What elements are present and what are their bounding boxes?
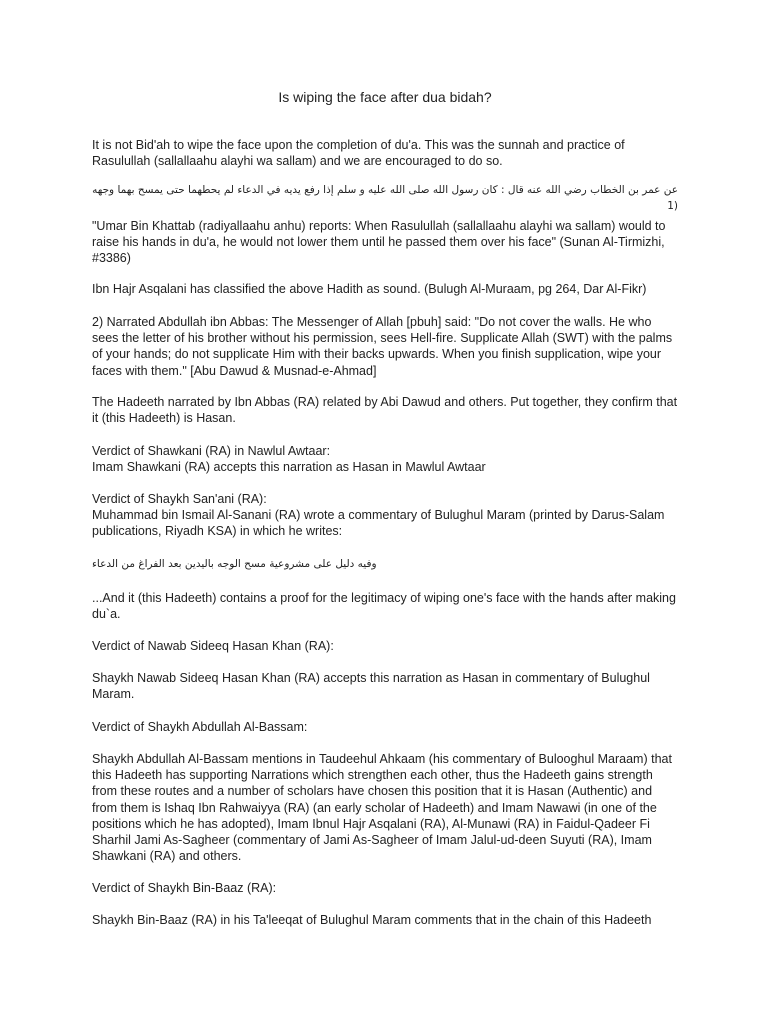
bassam-text: Shaykh Abdullah Al-Bassam mentions in Taudeehul Ahkaam (his commentary of Bulooghul Maraam) that this Hadeeth has supporting Narrations which strengthen each other, thus the Hadeeth gains strength from these routes and a number of scholars have chosen this position that it is Hasan (Authentic) and from them is Ishaq Ibn Rahwaiyya (RA) (an early scholar of Hadeeth) and Imam Nawawi (in one of the positions which he has adopted), Imam Ibnul Hajr Asqalani (RA), Al-Munawi (RA) in Faidul-Qadeer Fi Sharhil Jami As-Sagheer (commentary of Jami As-Sagheer of Imam Jalul-ud-deen Suyuti (RA), Imam Shawkani (RA) and others.: [92, 752, 672, 864]
hadith1-translation-paragraph: "Umar Bin Khattab (radiyallaahu anhu) reports: When Rasulullah (sallallaahu alayhi wa sallam) would to raise his hands in du'a, he would not lower them until he passed them over his face" (Sunan Al-Tirmizhi, #3386): [92, 219, 666, 266]
hadith2-paragraph: 2) Narrated Abdullah ibn Abbas: The Messenger of Allah [pbuh] said: "Do not cover the walls. He who sees the letter of his brother without his permission, sees Hell-fire. Supplicate Allah (SWT) with the palms of your hands; do not supplicate Him with their backs upwards. When you finish supplication, wipe your faces with them." [Abu Dawud & Musnad-e-Ahmad]: [92, 315, 673, 378]
sanani-text: Muhammad bin Ismail Al-Sanani (RA) wrote a commentary of Bulughul Maram (printed by Darus-Salam publications, Riyadh KSA) in which he writes:: [92, 508, 665, 539]
shawkani-text: Imam Shawkani (RA) accepts this narration as Hasan in Mawlul Awtaar: [92, 460, 486, 474]
nawab-heading: Verdict of Nawab Sideeq Hasan Khan (RA):: [92, 639, 334, 653]
binbaaz-text: Shaykh Bin-Baaz (RA) in his Ta'leeqat of Bulughul Maram comments that in the chain of this Hadeeth: [92, 913, 652, 927]
bassam-heading: Verdict of Shaykh Abdullah Al-Bassam:: [92, 720, 308, 734]
sanani-translation-paragraph: ...And it (this Hadeeth) contains a proof for the legitimacy of wiping one's face with the hands after making du`a.: [92, 591, 676, 622]
sanani-arabic-text: وفيه دليل على مشروعية مسح الوجه باليدين بعد الفراغ من الدعاء: [92, 558, 377, 570]
intro-paragraph: It is not Bid'ah to wipe the face upon the completion of du'a. This was the sunnah and practice of Rasulullah (sallallaahu alayhi wa sallam) and we are encouraged to do so.: [92, 138, 625, 169]
nawab-text: Shaykh Nawab Sideeq Hasan Khan (RA) accepts this narration as Hasan in commentary of Bulughul Maram.: [92, 671, 650, 702]
document-title: Is wiping the face after dua bidah?: [278, 89, 492, 105]
ibn-hajr-paragraph: Ibn Hajr Asqalani has classified the above Hadith as sound. (Bulugh Al-Muraam, pg 264, Dar Al-Fikr): [92, 282, 647, 296]
shawkani-heading: Verdict of Shawkani (RA) in Nawlul Awtaar:: [92, 444, 331, 458]
binbaaz-heading: Verdict of Shaykh Bin-Baaz (RA):: [92, 881, 277, 895]
hadith1-arabic-text: عن عمر بن الخطاب رضي الله عنه قال : كان رسول الله صلى الله عليه و سلم إذا رفع يديه في الدعاء لم يحطهما حتى يمسح بهما وجهه (1: [92, 184, 678, 212]
hadeeth-hasan-paragraph: The Hadeeth narrated by Ibn Abbas (RA) related by Abi Dawud and others. Put together, they confirm that it (this Hadeeth) is Hasan.: [92, 395, 678, 426]
sanani-heading: Verdict of Shaykh San'ani (RA):: [92, 492, 267, 506]
